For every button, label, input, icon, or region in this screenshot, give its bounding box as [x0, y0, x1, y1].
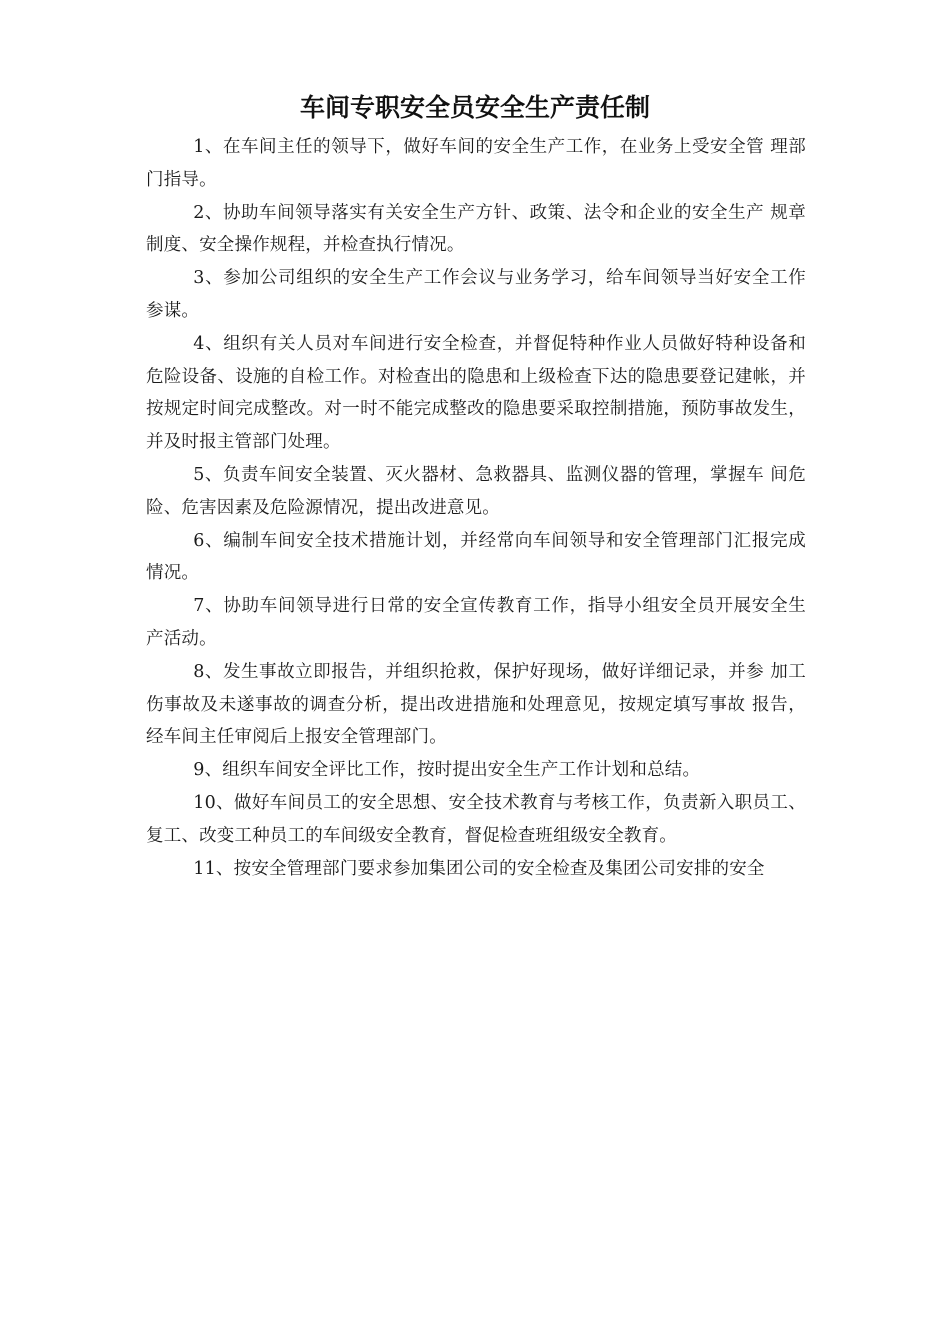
document-title: 车间专职安全员安全生产责任制	[299, 93, 650, 122]
paragraph-1: 1、在车间主任的领导下，做好车间的安全生产工作，在业务上受安全管 理部门指导。	[146, 137, 806, 190]
paragraph-8: 8、发生事故立即报告，并组织抢救，保护好现场，做好详细记录，并参 加工伤事故及未遂事故的调查分析，提出改进措施和处理意见，按规定填写事故 报告，经车间主任审阅后上报安全管理部门。	[146, 661, 806, 748]
paragraph-6: 6、编制车间安全技术措施计划，并经常向车间领导和安全管理部门汇报完成情况。	[146, 530, 806, 584]
paragraph-3: 3、参加公司组织的安全生产工作会议与业务学习，给车间领导当好安全工作参谋。	[146, 268, 806, 321]
paragraph-4: 4、组织有关人员对车间进行安全检查，并督促特种作业人员做好特种设备和危险设备、设施的自检工作。对检查出的隐患和上级检查下达的隐患要登记建帐，并按规定时间完成整改。对一时不能完成整改的隐患要采取控制措施，预防事故发生，并及时报主管部门处理。	[146, 333, 806, 453]
paragraph-7: 7、协助车间领导进行日常的安全宣传教育工作，指导小组安全员开展安全生产活动。	[146, 596, 806, 649]
paragraph-2: 2、协助车间领导落实有关安全生产方针、政策、法令和企业的安全生产 规章制度、安全操作规程，并检查执行情况。	[146, 202, 806, 256]
paragraph-11: 11、按安全管理部门要求参加集团公司的安全检查及集团公司安排的安全	[193, 858, 765, 879]
document-body	[146, 131, 806, 885]
paragraph-9: 9、组织车间安全评比工作，按时提出安全生产工作计划和总结。	[193, 760, 701, 781]
paragraph-10: 10、做好车间员工的安全思想、安全技术教育与考核工作，负责新入职员工、复工、改变工种员工的车间级安全教育，督促检查班组级安全教育。	[146, 792, 806, 846]
paragraph-5: 5、负责车间安全装置、灭火器材、急救器具、监测仪器的管理，掌握车 间危险、危害因素及危险源情况，提出改进意见。	[146, 464, 806, 518]
